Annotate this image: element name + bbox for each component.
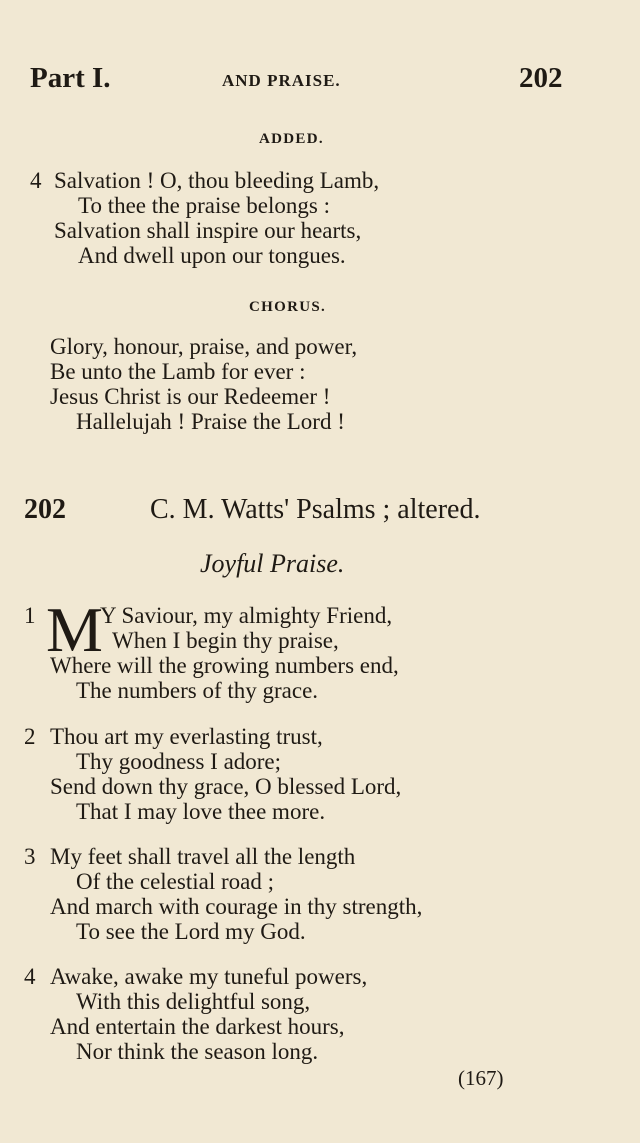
verse-line: With this delightful song, [76,989,311,1014]
chorus-line: Jesus Christ is our Redeemer ! [50,384,331,409]
verse-line: That I may love thee more. [76,799,326,824]
chorus-line: Hallelujah ! Praise the Lord ! [76,409,345,434]
verse-number: 4 [30,168,42,193]
hymn-meter-source: C. M. Watts' Psalms ; altered. [150,494,481,525]
verse-line: And march with courage in thy strength, [50,894,423,919]
verse-number: 3 [24,844,36,869]
verse-line: Send down thy grace, O blessed Lord, [50,774,402,799]
chorus-line: Be unto the Lamb for ever : [50,359,306,384]
added-heading: ADDED. [259,131,324,147]
verse-number: 2 [24,724,36,749]
verse-line: My feet shall travel all the length [50,844,356,869]
verse-line: Of the celestial road ; [76,869,274,894]
header-section-title: AND PRAISE. [222,71,341,90]
verse-line: Nor think the season long. [76,1039,319,1064]
page-number: (167) [458,1066,504,1090]
verse-number: 4 [24,964,36,989]
chorus-line: Glory, honour, praise, and power, [50,334,358,359]
verse-line: Salvation ! O, thou bleeding Lamb, [54,168,380,193]
verse-line: Thou art my everlasting trust, [50,724,323,749]
verse-line: When I begin thy praise, [112,628,339,653]
verse-line: The numbers of thy grace. [76,678,319,703]
verse-line: Thy goodness I adore; [76,749,282,774]
verse-line: Y Saviour, my almighty Friend, [100,603,393,628]
verse-line: Awake, awake my tuneful powers, [50,964,368,989]
header-part: Part I. [30,62,111,94]
hymn-title: Joyful Praise. [200,549,345,578]
verse-line: And dwell upon our tongues. [78,243,346,268]
verse-line: To see the Lord my God. [76,919,306,944]
drop-cap: M [46,594,103,665]
verse-line: To thee the praise belongs : [78,193,330,218]
verse-number: 1 [24,603,36,628]
header-hymn-number: 202 [519,62,563,94]
chorus-heading: CHORUS. [249,299,327,315]
hymn-number: 202 [24,494,66,525]
verse-line: Where will the growing numbers end, [50,653,399,678]
verse-line: And entertain the darkest hours, [50,1014,345,1039]
verse-line: Salvation shall inspire our hearts, [54,218,362,243]
